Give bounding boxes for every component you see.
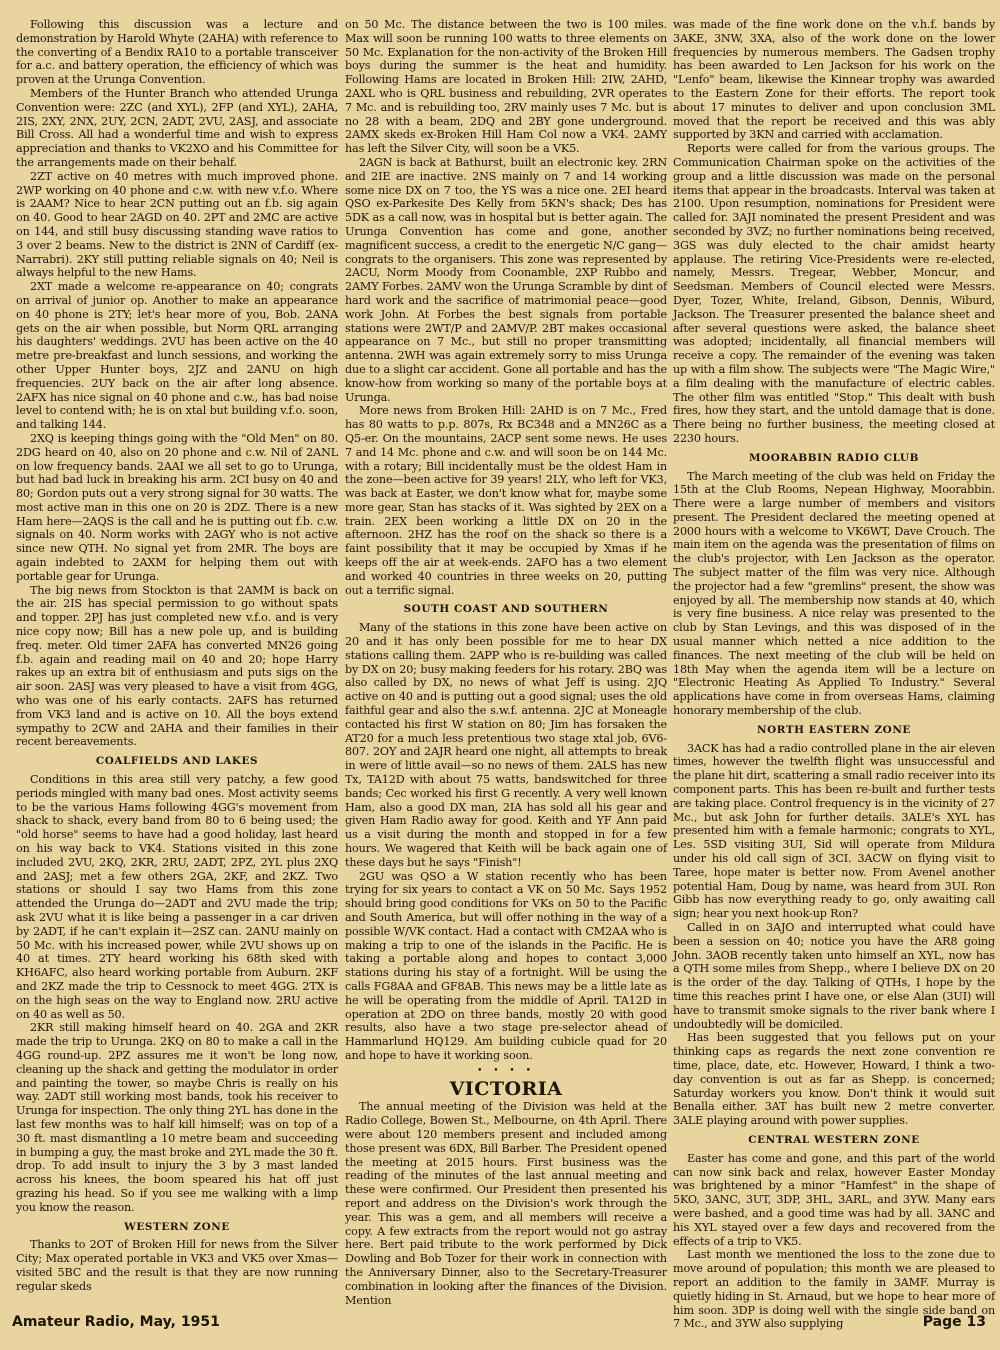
paragraph: Following this discussion was a lecture and demonstration by Harold Whyte (2AHA) with reference to the converting of a Bendix RA10 to a portable transceiver for a.c. and battery operation, the efficiency of which was proven at the Urunga Convention.: [16, 18, 338, 87]
separator-dots: • • • •: [477, 1065, 535, 1076]
section-heading: WESTERN ZONE: [124, 1220, 230, 1233]
division-heading: VICTORIA: [449, 1077, 563, 1100]
paragraph: The annual meeting of the Division was held at the Radio College, Bowen St., Melbourne, on 4th April. There were about 120 members present and included among those present was 6DX, Bill Barber. The President opened the meeting at 2015 hours. First business was the reading of the minutes of the last annual meeting and these were confirmed. Our President then presented his report and address on the Division's work through the year. This was a gem, and all members will receive a copy. A few extracts from the report would not go astray here. Bert paid tribute to the work performed by Dick Dowling and Bob Tozer for their work in connection with the Anniversary Dinner, also to the Secretary-Treasurer combination in looking after the finances of the Division. Mention: [345, 1100, 667, 1307]
paragraph: 3ACK has had a radio controlled plane in the air eleven times, however the twelfth flight was unsuccessful and the plane hit dirt, scattering a small radio receiver into its component parts. This has been re-built and further tests are taking place. Control frequency is in the vicinity of 27 Mc., but ask John for further details. 3ALE's XYL has presented him with a female harmonic; congrats to XYL, Les. 5SD visiting 3UI, Sid will operate from Mildura under his old call sign of 3CI. 3ACW on flying visit to Taree, hope mater is better now. From Avenel another potential Ham, Doug by name, was heard from 3UI. Ron Gibb has now everything ready to go, only awaiting call sign; hear you next hook-up Ron?: [673, 741, 995, 921]
paragraph: 2AGN is back at Bathurst, built an electronic key. 2RN and 2IE are inactive. 2NS mainly on 7 and 14 working some nice DX on 7 too, the YS was a nice one. 2EI heard QSO ex-Parkesite Des Kelly from 5KN's shack; Des has 5DK as a call now, was in hospital but is better again. The Urunga Convention has come and gone, another magnificent success, a credit to the energetic N/C gang—congrats to the organisers. This zone was represented by 2ACU, Norm Moody from Coonamble, 2XP Rubbo and 2AMY Forbes. 2AMV won the Urunga Scramble by dint of hard work and the sacrifice of matrimonial peace—good work John. At Forbes the best signals from portable stations were 2WT/P and 2AMV/P. 2BT makes occasional appearance on 7 Mc., but still no proper transmitting antenna. 2WH was again extremely sorry to miss Urunga due to a slight car accident. Gone all portable and has the know-how from working so many of the portable boys at Urunga.: [345, 155, 667, 404]
column-middle: [345, 18, 667, 1307]
paragraph: More news from Broken Hill: 2AHD is on 7 Mc., Fred has 80 watts to p.p. 807s, Rx BC348 and a MN26C as a Q5-er. On the mountains, 2ACP sent some news. He uses 7 and 14 Mc. phone and c.w. and will soon be on 144 Mc. with a rotary; Bill incidentally must be the oldest Ham in the zone—been active for 39 years! 2LY, who left for VK3, was back at Easter, we don't know what for, maybe some more gear, Stan has stacks of it. Was sighted by 2EX on a train. 2EX been working a little DX on 20 in the afternoon. 2HZ has the roof on the shack so there is a faint possibility that it may be occupied by Xmas if he keeps off the air at week-ends. 2AFO has a two element and worked 40 countries in three weeks on 20, putting out a terrific signal.: [345, 404, 667, 597]
paragraph: Last month we mentioned the loss to the zone due to move around of population; this month we are pleased to report an addition to the family in 3AMF. Murray is quietly hiding in St. Arnaud, but we hope to hear more of him soon. 3DP is doing well with the single side band on 7 Mc., and 3YW also supplying: [673, 1248, 995, 1331]
paragraph: 2ZT active on 40 metres with much improved phone. 2WP working on 40 phone and c.w. with new v.f.o. Where is 2AAM? Nice to hear 2CN putting out an f.b. sig again on 40. Good to hear 2AGD on 40. 2PT and 2MC are active on 144, and still busy discussing standing wave ratios to 3 over 2 beams. New to the district is 2NN of Cardiff (ex-Narrabri). 2KY still putting reliable signals on 40; Neil is always helpful to the new Hams.: [16, 169, 338, 280]
section-heading: MOORABBIN RADIO CLUB: [749, 451, 919, 464]
paragraph: 2GU was QSO a W station recently who has been trying for six years to contact a VK on 50 Mc. Says 1952 should bring good conditions for VKs on 50 to the Pacific and South America, but will offer nothing in the way of a possible W/VK contact. Had a contact with CM2AA who is making a trip to one of the islands in the Pacific. He is taking a portable along and hopes to contact 3,000 stations during his stay of a fortnight. Will be using the calls FG8AA and GF8AB. This news may be a little late as he will be operating from the middle of April. TA12D in operation at 2DO on three bands, mostly 20 with good results, also have a two stage pre-selector ahead of Hammarlund HQ129. Am building cubicle quad for 20 and hope to have it working soon.: [345, 869, 667, 1062]
paragraph: The March meeting of the club was held on Friday the 15th at the Club Rooms, Nepean Highway, Moorabbin. There were a large number of members and visitors present. The President declared the meeting opened at 2000 hours with a welcome to VK6WT, Dave Crouch. The main item on the agenda was the presentation of films on the club's projector, with Len Jackson as the operator. The subject matter of the film was very nice. Although the projector had a few "gremlins" present, the show was enjoyed by all. The membership now stands at 40, which is very fine business. A nice relay was presented to the club by Stan Levings, and this was disposed of in the usual manner which netted a nice addition to the finances. The next meeting of the club will be held on 18th May when the agenda item will be a lecture on "Electronic Heating As Applied To Industry." Several applications have come in from overseas Hams, claiming honorary membership of the club.: [673, 469, 995, 718]
paragraph: 2XT made a welcome re-appearance on 40; congrats on arrival of junior op. Another to make an appearance on 40 phone is 2TY; let's hear more of you, Bob. 2ANA gets on the air when possible, but Norm QRL arranging his daughters' weddings. 2VU has been active on the 40 metre pre-breakfast and lunch sessions, and working the other Upper Hunter boys, 2JZ and 2ANU on high frequencies. 2UY back on the air after long absence. 2AFX has nice signal on 40 phone and c.w., has bad noise level to contend with; he is on xtal but building v.f.o. soon, and talking 144.: [16, 280, 338, 432]
paragraph: Members of the Hunter Branch who attended Urunga Convention were: 2ZC (and XYL), 2FP (and XYL), 2AHA, 2IS, 2XY, 2NX, 2UY, 2CN, 2ADT, 2VU, 2ASJ, and associate Bill Cross. All had a wonderful time and wish to express appreciation and thanks to VK2XO and his Committee for the arrangements made on their behalf.: [16, 86, 338, 169]
paragraph: was made of the fine work done on the v.h.f. bands by 3AKE, 3NW, 3XA, also of the work done on the lower frequencies by numerous members. The Gadsen trophy has been awarded to Len Jackson for his work on the "Lenfo" beam, likewise the Kinnear trophy was awarded to the Eastern Zone for their efforts. The report took about 17 minutes to deliver and upon conclusion 3ML moved that the report be received and this was ably supported by 3KN and carried with acclamation.: [673, 18, 995, 142]
paragraph: Easter has come and gone, and this part of the world can now sink back and relax, however Easter Monday was brightened by a minor "Hamfest" in the shape of 5KO, 3ANC, 3UT, 3DP, 3HL, 3ARL, and 3YW. Many ears were bashed, and a good time was had by all. 3ANC and his XYL stayed over a few days and recovered from the effects of a trip to VK5.: [673, 1151, 995, 1248]
paragraph: The big news from Stockton is that 2AMM is back on the air. 2IS has special permission to go without spats and topper. 2PJ has just completed new v.f.o. and is very nice copy now; Bill has a new pole up, and is building freq. meter. Old timer 2AFA has converted MN26 going f.b. again and reading mail on 40 and 20; hope Harry rakes up an extra bit of enthusiasm and puts sigs on the air soon. 2ASJ was very pleased to have a visit from 4GG, who was one of his early contacts. 2AFS has returned from VK3 land and is active on 10. All the boys extend sympathy to 2CW and 2AHA and their families in their recent bereavements.: [16, 583, 338, 749]
paragraph: Many of the stations in this zone have been active on 20 and it has only been possible for me to hear DX stations calling them. 2APP who is re-building was called by DX on 20; busy making feeders for his rotary. 2BQ was also called by DX, no news of what Jeff is using. 2JQ active on 40 and is putting out a good signal; uses the old faithful gear and also the s.w.f. antenna. 2JC at Moneagle contacted his first W station on 80; Jim has forsaken the AT20 for a much less pretentious two stage xtal job, 6V6-807. 2OY and 2AJR heard one night, all attempts to break in were of little avail—so no news of them. 2ALS has new Tx, TA12D with about 75 watts, bandswitched for three bands; Cec worked his first G recently. A very well known Ham, also a good DX man, 2IA has sold all his gear and given Ham Radio away for good. Keith and YF Ann paid us a visit during the month and stopped in for a few hours. We wagered that Keith will be back again one of these days but he says "Finish"!: [345, 621, 667, 869]
paragraph: Conditions in this area still very patchy, a few good periods mingled with many bad ones. Most activity seems to be the various Hams following 4GG's movement from shack to shack, every band from 80 to 6 being used; the "old horse" seems to have had a good holiday, last heard on his way back to VK4. Stations visited in this zone included 2VU, 2KQ, 2KR, 2RU, 2ADT, 2PZ, 2YL plus 2XQ and 2ASJ; met a few others 2GA, 2KF, and 2KZ. Two stations or should I say two Hams from this zone attended the Urunga do—2ADT and 2VU made the trip; ask 2VU what it is like being a passenger in a car driven by 2ADT, if he can't explain it—2SZ can. 2ANU mainly on 50 Mc. with his increased power, while 2VU shows up on 40 at times. 2TY heard working his 68th sked with KH6AFC, also heard working portable from Auburn. 2KF and 2KZ made the trip to Cessnock to meet 4GG. 2TX is on the high seas on the way to England now. 2RU active on 40 as well as 50.: [16, 773, 338, 1021]
footer-publication: Amateur Radio, May, 1951: [12, 1314, 220, 1330]
section-heading: COALFIELDS AND LAKES: [95, 755, 259, 768]
section-heading: CENTRAL WESTERN ZONE: [748, 1133, 920, 1146]
paragraph: Reports were called for from the various groups. The Communication Chairman spoke on the activities of the group and a little discussion was made on the personal items that appear in the broadcasts. Interval was taken at 2100. Upon resumption, nominations for President were called for. 3AJI nominated the present President and was seconded by 3VZ; no further nominations being received, 3GS was duly elected to the chair amidst hearty applause. The retiring Vice-Presidents were re-elected, namely, Messrs. Tregear, Webber, Moncur, and Seedsman. Members of Council elected were Messrs. Dyer, Tozer, White, Ireland, Gibson, Dennis, Wiburd, Jackson. The Treasurer presented the balance sheet and after several questions were asked, the balance sheet was adopted; incidentally, all financial members will receive a copy. The remainder of the evening was taken up with a film show. The subjects were "The Magic Wire," a film dealing with the manufacture of electric cables. The other film was entitled "Stop." This dealt with bush fires, how they start, and the untold damage that is done. There being no further business, the meeting closed at 2230 hours.: [673, 142, 995, 445]
paragraph: 2XQ is keeping things going with the "Old Men" on 80. 2DG heard on 40, also on 20 phone and c.w. Nil of 2ANL on low frequency bands. 2AAI we all set to go to Urunga, but had bad luck in breaking his arm. 2CI busy on 40 and 80; Gordon puts out a very strong signal for 30 watts. The most active man in this one on 20 is 2DZ. There is a new Ham here—2AQS is the call and he is putting out f.b. c.w. signals on 40. Norm works with 2AGY who is not active since new QTH. No signal yet from 2MR. The boys are again indebted to 2AXM for helping them out with portable gear for Urunga.: [16, 431, 338, 583]
footer-page-number: Page 13: [922, 1314, 986, 1330]
paragraph: Thanks to 2OT of Broken Hill for news from the Silver City; Max operated portable in VK3 and VK5 over Xmas—visited 5BC and the result is that they are now running regular skeds: [16, 1238, 338, 1293]
paragraph: on 50 Mc. The distance between the two is 100 miles. Max will soon be running 100 watts to three elements on 50 Mc. Explanation for the non-activity of the Broken Hill boys during the summer is the heat and humidity. Following Hams are located in Broken Hill: 2IW, 2AHD, 2AXL who is QRL business and rebuilding, 2VR operates 7 Mc. and is rebuilding too, 2RV mainly uses 7 Mc. but is no 28 with a beam, 2DQ and 2BY gone underground. 2AMX skeds ex-Broken Hill Ham Col now a VK4. 2AMY has left the Silver City, will soon be a VK5.: [345, 18, 667, 156]
section-heading: SOUTH COAST AND SOUTHERN: [403, 603, 609, 616]
column-left: [16, 18, 338, 1298]
paragraph: 2KR still making himself heard on 40. 2GA and 2KR made the trip to Urunga. 2KQ on 80 to make a call in the 4GG round-up. 2PZ assures me it won't be long now, cleaning up the shack and getting the modulator in order and painting the tower, so maybe Chris is really on his way. 2ADT still working most bands, took his receiver to Urunga for inspection. The only thing 2YL has done in the last few months was to half kill himself; was on top of a 30 ft. mast dismantling a 10 metre beam and succeeding in bumping a guy, the mast broke and 2YL made the 30 ft. drop. To add insult to injury the 3 by 3 mast landed across his knees, the boom speared his hat off just grazing his head. So if you see me walking with a limp you know the reason.: [16, 1021, 338, 1214]
paragraph: Has been suggested that you fellows put on your thinking caps as regards the next zone convention re time, place, date, etc. However, Howard, I think a two-day convention is out as far as Shepp. is concerned; Saturday workers you know. Don't think it would suit Benalla either. 3AT has built new 2 metre converter. 3ALE playing around with power supplies.: [673, 1031, 995, 1128]
section-heading: NORTH EASTERN ZONE: [757, 723, 911, 736]
paragraph: Called in on 3AJO and interrupted what could have been a session on 40; notice you have the AR8 going John. 3AOB recently taken unto himself an XYL, now has a QTH some miles from Shepp., where I believe DX on 20 is the order of the day. Talking of QTHs, I hope by the time this reaches print I have one, or else Alan (3UI) will have to transmit smoke signals to the river bank where I undoubtedly will be domiciled.: [673, 921, 995, 1031]
